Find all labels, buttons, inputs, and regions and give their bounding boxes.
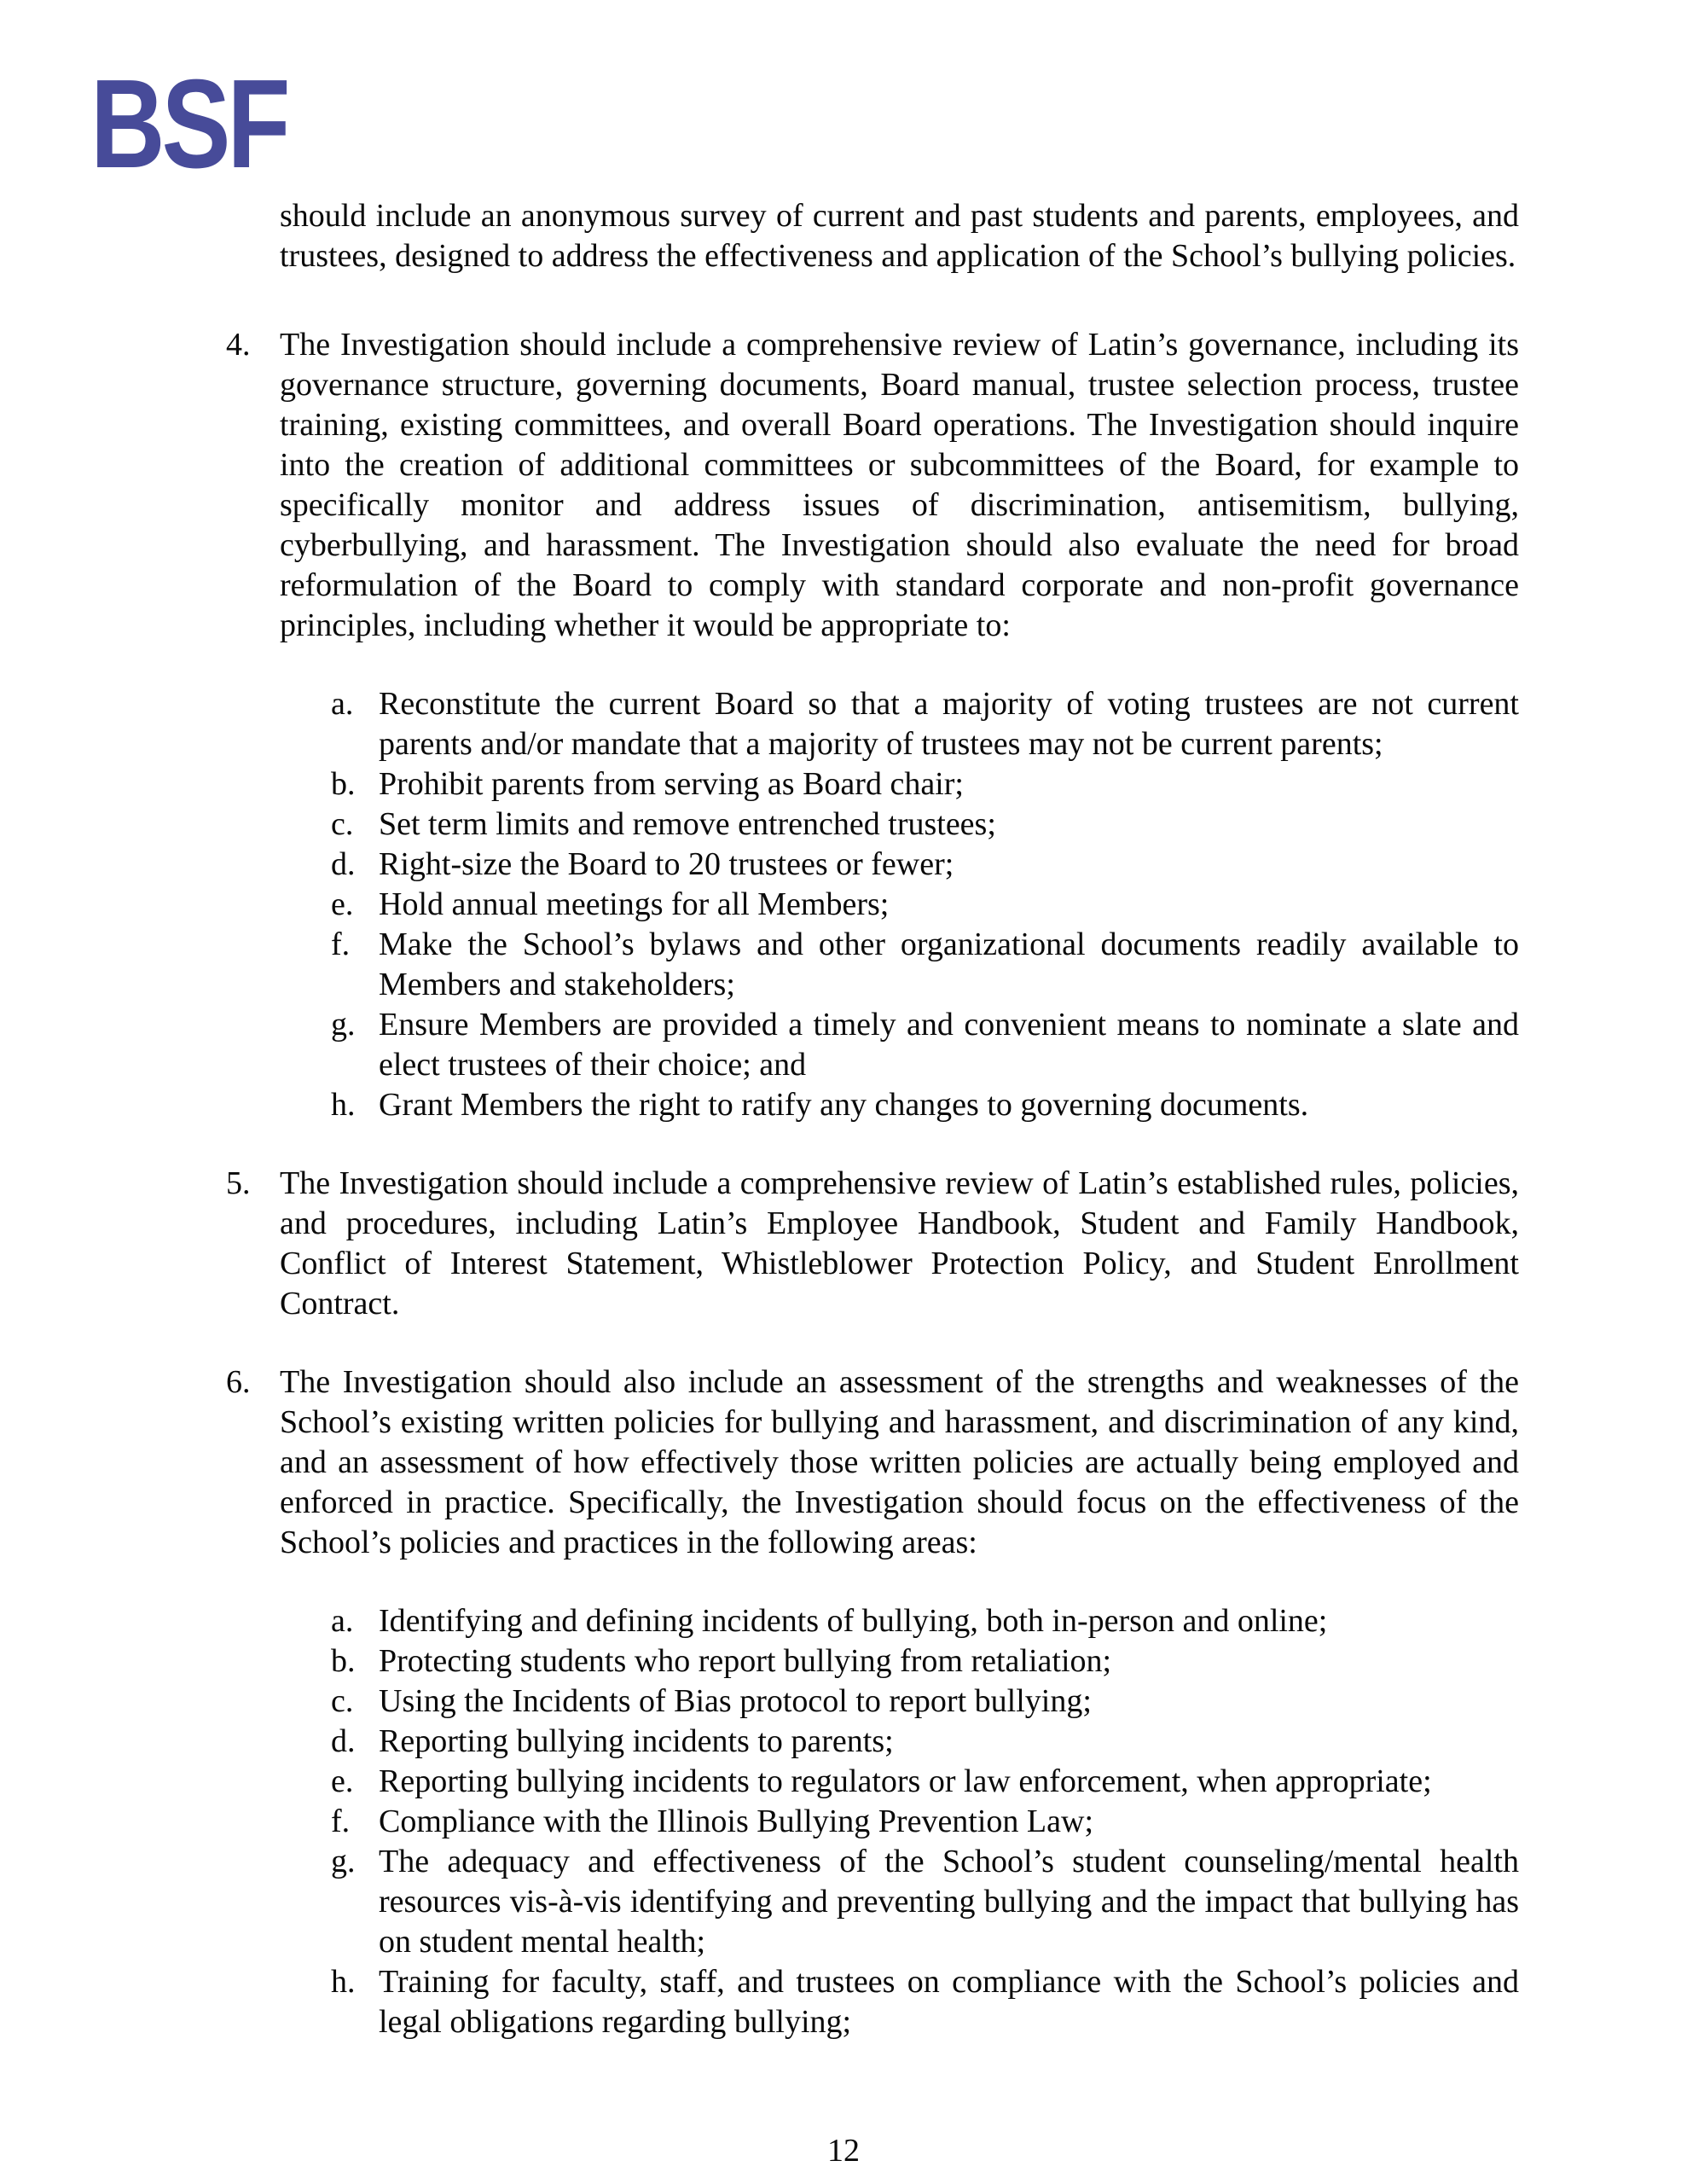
item-number: 5. [226, 1165, 251, 1201]
subitem-text: Reconstitute the current Board so that a majority of voting trustees are not current parents and/or mandate that a majority of trustees may not be current parents; [379, 686, 1519, 762]
subitem-text: Using the Incidents of Bias protocol to report bullying; [379, 1683, 1092, 1719]
sublist-item-6 [331, 1601, 1519, 2042]
subitem-letter: h. [331, 1964, 356, 2000]
page-number: 12 [827, 2133, 860, 2169]
subitem-letter: b. [331, 766, 356, 802]
subitem-4e [331, 885, 1519, 925]
subitem-6f [331, 1802, 1519, 1842]
subitem-text: Right-size the Board to 20 trustees or fewer; [379, 846, 954, 882]
subitem-text: Set term limits and remove entrenched trustees; [379, 806, 996, 842]
subitem-6c [331, 1682, 1519, 1722]
subitem-letter: a. [331, 686, 354, 722]
bsf-logo: BSF [90, 54, 287, 195]
subitem-letter: c. [331, 806, 354, 842]
subitem-text: Hold annual meetings for all Members; [379, 886, 890, 922]
item-number: 6. [226, 1364, 251, 1400]
subitem-4c [331, 804, 1519, 845]
sublist-item-4 [331, 684, 1519, 1125]
item-text: The Investigation should also include an assessment of the strengths and weaknesses of the School’s existing written policies for bullying and harassment, and discrimination of any kind, and an assessment of how effectively those written policies are actually being employed and enforced in practice. Specifically, the Investigation should focus on the effectiveness of the School’s policies and practices in the following areas: [280, 1364, 1519, 1560]
item-text: The Investigation should include a comprehensive review of Latin’s governance, including its governance structure, governing documents, Board manual, trustee selection process, trustee training, existing committees, and overall Board operations. The Investigation should inquire into the creation of additional committees or subcommittees of the Board, for example to specifically monitor and address issues of discrimination, antisemitism, bullying, cyberbullying, and harassment. The Investigation should also evaluate the need for broad reformulation of the Board to comply with standard corporate and non-profit governance principles, including whether it would be appropriate to: [280, 327, 1519, 643]
subitem-letter: d. [331, 846, 356, 882]
subitem-letter: h. [331, 1087, 356, 1123]
subitem-4f [331, 925, 1519, 1005]
subitem-4g [331, 1005, 1519, 1085]
subitem-text: Make the School’s bylaws and other organizational documents readily available to Members and stakeholders; [379, 926, 1519, 1002]
subitem-letter: g. [331, 1844, 356, 1879]
subitem-6b [331, 1641, 1519, 1682]
numbered-item-5 [226, 1164, 1519, 1324]
subitem-text: Grant Members the right to ratify any changes to governing documents. [379, 1087, 1309, 1123]
subitem-text: Protecting students who report bullying from retaliation; [379, 1643, 1112, 1679]
subitem-text: Reporting bullying incidents to regulators or law enforcement, when appropriate; [379, 1763, 1432, 1799]
subitem-4h [331, 1085, 1519, 1125]
continuation-paragraph: should include an anonymous survey of current and past students and parents, employees, and trustees, designed to address the effectiveness and application of the School’s bullying policies. [280, 198, 1519, 274]
document-body [226, 196, 1519, 2042]
subitem-letter: d. [331, 1723, 356, 1759]
subitem-text: Identifying and defining incidents of bullying, both in-person and online; [379, 1603, 1328, 1639]
item-body [280, 1362, 1519, 2042]
item-text: The Investigation should include a comprehensive review of Latin’s established rules, policies, and procedures, including Latin’s Employee Handbook, Student and Family Handbook, Conflict of Interest Statement, Whistleblower Protection Policy, and Student Enrollment Contract. [280, 1165, 1519, 1321]
subitem-4b [331, 764, 1519, 804]
subitem-6h [331, 1962, 1519, 2042]
subitem-6g [331, 1842, 1519, 1962]
subitem-text: Reporting bullying incidents to parents; [379, 1723, 894, 1759]
subitem-text: Training for faculty, staff, and trustees on compliance with the School’s policies and legal obligations regarding bullying; [379, 1964, 1519, 2040]
subitem-text: Ensure Members are provided a timely and convenient means to nominate a slate and elect trustees of their choice; and [379, 1007, 1519, 1083]
subitem-letter: e. [331, 1763, 354, 1799]
subitem-4a [331, 684, 1519, 764]
subitem-4d [331, 845, 1519, 885]
subitem-letter: f. [331, 1804, 351, 1839]
item-number: 4. [226, 327, 251, 363]
subitem-text: Prohibit parents from serving as Board chair; [379, 766, 964, 802]
subitem-letter: c. [331, 1683, 354, 1719]
subitem-text: Compliance with the Illinois Bullying Prevention Law; [379, 1804, 1094, 1839]
subitem-letter: f. [331, 926, 351, 962]
subitem-text: The adequacy and effectiveness of the School’s student counseling/mental health resources vis-à-vis identifying and preventing bullying and the impact that bullying has on student mental health; [379, 1844, 1519, 1960]
subitem-6d [331, 1722, 1519, 1762]
subitem-letter: g. [331, 1007, 356, 1043]
subitem-letter: a. [331, 1603, 354, 1639]
subitem-letter: b. [331, 1643, 356, 1679]
subitem-letter: e. [331, 886, 354, 922]
item-body [280, 325, 1519, 1125]
numbered-item-4 [226, 325, 1519, 1125]
subitem-6a [331, 1601, 1519, 1641]
subitem-6e [331, 1762, 1519, 1802]
numbered-item-6 [226, 1362, 1519, 2042]
item-body [280, 1164, 1519, 1324]
